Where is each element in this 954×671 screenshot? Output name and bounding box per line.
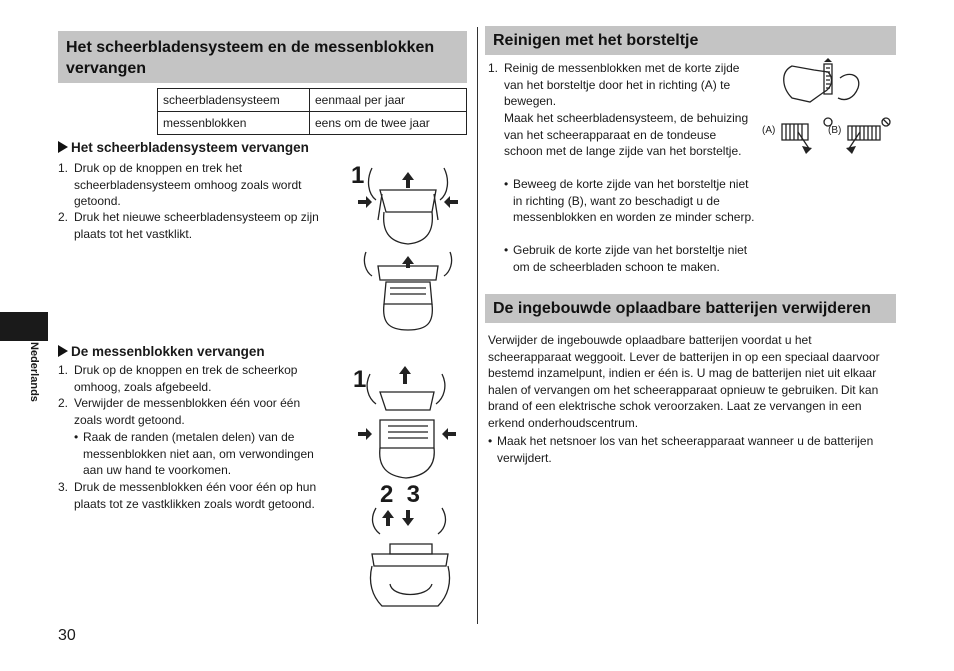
step-text: Druk de messenblokken één voor één op hun plaats tot ze vastklikken zoals wordt getoond. [74,480,317,511]
bullet-text: Maak het netsnoer los van het scheerapparaat wanneer u de batterijen verwijdert. [497,434,874,465]
bullet-dot: • [488,434,493,448]
step-number: 2. [58,396,69,410]
section-title-replace [58,31,467,83]
subheading-text: Het scheerbladensysteem vervangen [71,140,309,155]
step-text: Reinig de messenblokken met de korte zijde van het borsteltje door het in richting (A) te bewegen. [504,61,740,108]
list-item [58,479,328,512]
list-item [58,209,348,242]
step-text: Druk op de knoppen en trek de scheerkop omhoog, zoals afgebeeld. [74,363,298,394]
blade-insert-illustration [362,504,462,614]
table-row [158,112,467,135]
bullet-dot: • [504,243,509,257]
section-title-batteries [485,294,896,323]
battery-paragraph: Verwijder de ingebouwde oplaadbare batterijen voordat u het scheerapparaat weggooit. Lever de batterijen in op een speciaal daarvoor bestemd inzamelpunt, indien er één is. U mag de batterijen niet uit elkaar halen of vervangen om het scheerapparaat opnieuw te gebruiken. Dit kan brand of een elektrische schok veroorzaken. Laat ze vervangen in een erkend onderhoudscentrum. [488,333,880,430]
step-text: Druk op de knoppen en trek het scheerbladensysteem omhoog zoals wordt getoond. [74,161,302,208]
page-number: 30 [58,627,76,644]
step-text: Verwijder de messenblokken één voor één zoals wordt getoond. [74,396,301,427]
step-number: 1. [58,363,69,377]
bullet-text: Raak de randen (metalen delen) van de messenblokken niet aan, om verwondingen aan uw hand te voorkomen. [83,430,314,477]
subheading-blade-replace [58,344,265,359]
step-number: 1. [58,161,69,175]
bullet-dot: • [74,430,79,444]
subheading-text: De messenblokken vervangen [71,344,265,359]
section-title-text: Het scheerbladensysteem en de messenblokken vervangen [66,39,435,77]
triangle-bullet-icon [58,141,68,153]
step-text: Druk het nieuwe scheerbladensysteem op zijn plaats tot het vastklikt. [74,210,319,241]
step-text-continued: Maak het scheerbladensysteem, de behuizing van het scheerapparaat en de tondeuse schoon met de lange zijde van het borsteltje. [504,111,749,158]
bullet-item [504,176,756,226]
section-title-text: De ingebouwde oplaadbare batterijen verwijderen [493,300,871,317]
table-cell: scheerbladensysteem [158,89,310,112]
table-cell: eenmaal per jaar [310,89,467,112]
step-number: 3. [58,480,69,494]
subheading-foil-replace [58,140,309,155]
list-item [58,362,328,395]
list-item [488,60,754,110]
table-row [158,89,467,112]
brush-cleaning-illustration [762,58,896,154]
bullet-dot: • [504,177,509,191]
bullet-item [488,433,898,466]
figure-step-label: 1 [351,162,365,189]
language-side-label: Nederlands [28,342,40,402]
blade-removal-illustration [358,362,458,480]
triangle-bullet-icon [58,345,68,357]
figure-label-b: (B) [828,125,842,136]
bullet-item [74,429,328,479]
step-number: 2. [58,210,69,224]
step-number: 1. [488,61,499,75]
figure-step-label: 2 3 [380,481,421,508]
figure-label-a: (A) [762,125,776,136]
section-title-cleaning [485,26,896,55]
bullet-text: Gebruik de korte zijde van het borsteltje niet om de scheerbladen schoon te maken. [513,243,748,274]
table-cell: messenblokken [158,112,310,135]
list-item [58,160,348,210]
bullet-item [504,242,756,275]
list-item [58,395,328,428]
replacement-schedule-table [157,88,467,135]
column-divider [477,27,478,624]
figure-step-label: 1 [353,366,367,393]
table-cell: eens om de twee jaar [310,112,467,135]
foil-removal-illustration [358,160,466,332]
language-tab-marker [0,312,48,341]
bullet-text: Beweeg de korte zijde van het borsteltje niet in richting (B), want zo beschadigt u de messenblokken en worden ze minder scherp. [513,177,755,224]
section-title-text: Reinigen met het borsteltje [493,32,699,49]
